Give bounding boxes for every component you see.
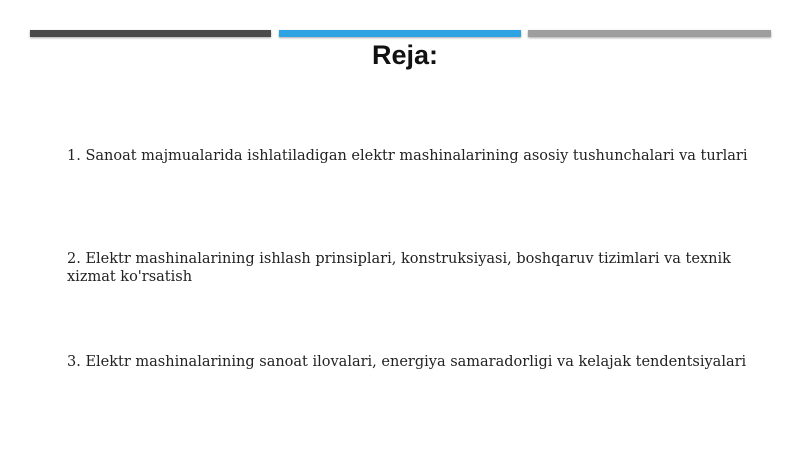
header-bar-dark [30,30,271,37]
header-bar-blue [279,30,521,37]
plan-item-1: 1. Sanoat majmualarida ishlatiladigan elektr mashinalarining asosiy tushunchalari va turlari [67,148,748,164]
plan-item-3: 3. Elektr mashinalarining sanoat ilovalari, energiya samaradorligi va kelajak tendentsiyalari [67,354,747,370]
header-bar-gray [528,30,771,37]
slide-title: Reja: [371,40,439,70]
plan-item-2: 2. Elektr mashinalarining ishlash prinsiplari, konstruksiyasi, boshqaruv tizimlari va texnik xizmat ko'rsatish [67,251,731,285]
